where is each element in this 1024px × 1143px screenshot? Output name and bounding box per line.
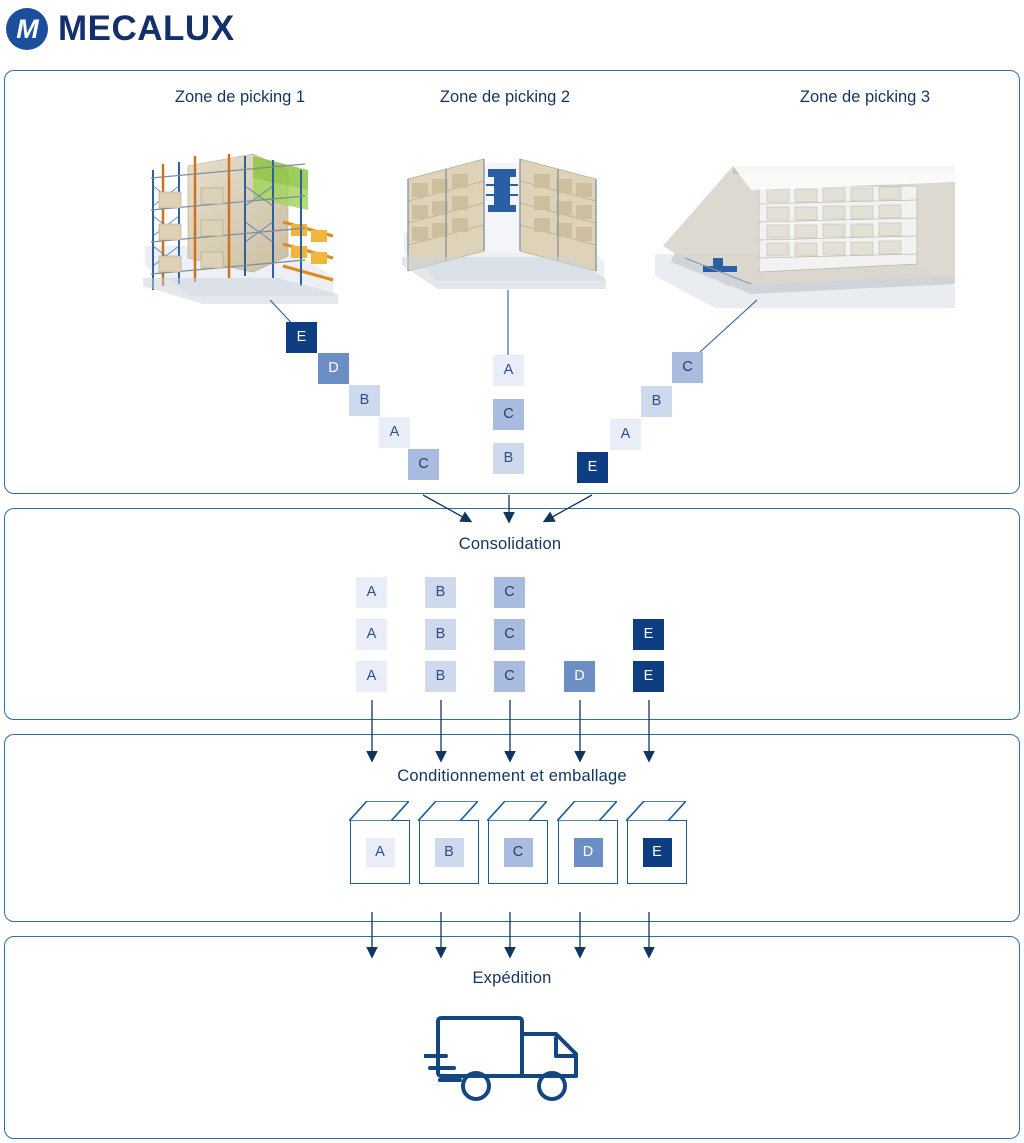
picking-tile-z1-1: D: [318, 353, 349, 384]
picking-tile-z3-0: C: [672, 352, 703, 383]
pallet-racking-illustration: [133, 126, 343, 308]
picking-tile-z3-2: A: [610, 419, 641, 450]
mecalux-logo-icon: [6, 8, 48, 50]
package-box-c: [488, 820, 548, 884]
picking-tile-z2-0: A: [493, 355, 524, 386]
picking-tile-z1-4: C: [408, 449, 439, 480]
package-box-b: [419, 820, 479, 884]
package-label-d: D: [574, 838, 603, 867]
picking-tile-z3-1: B: [641, 386, 672, 417]
logo-letter: M: [16, 13, 38, 44]
consolidation-tile-a-0: A: [356, 577, 387, 608]
automated-warehouse-illustration: [655, 126, 965, 316]
picking-tile-z1-2: B: [349, 385, 380, 416]
packaging-title: Conditionnement et emballage: [397, 767, 627, 785]
zone-title-3: Zone de picking 3: [799, 88, 931, 106]
picking-tile-z3-3: E: [577, 452, 608, 483]
brand-logo: [6, 8, 235, 50]
picking-tile-z2-1: C: [493, 399, 524, 430]
shipping-title: Expédition: [472, 969, 552, 987]
zone-title-2: Zone de picking 2: [439, 88, 571, 106]
consolidation-tile-a-1: A: [356, 619, 387, 650]
consolidation-tile-e-1: E: [633, 661, 664, 692]
picking-tile-z1-0: E: [286, 322, 317, 353]
package-label-b: B: [435, 838, 464, 867]
live-picking-racking-illustration: [398, 133, 610, 293]
consolidation-tile-c-1: C: [494, 619, 525, 650]
consolidation-tile-b-2: B: [425, 661, 456, 692]
consolidation-tile-c-0: C: [494, 577, 525, 608]
package-box-a: [350, 820, 410, 884]
package-label-a: A: [366, 838, 395, 867]
consolidation-tile-e-0: E: [633, 619, 664, 650]
picking-tile-z2-2: B: [493, 443, 524, 474]
consolidation-tile-b-1: B: [425, 619, 456, 650]
consolidation-tile-d-0: D: [564, 661, 595, 692]
package-label-c: C: [504, 838, 533, 867]
zone-title-1: Zone de picking 1: [174, 88, 306, 106]
consolidation-title: Consolidation: [458, 535, 562, 553]
package-box-d: [558, 820, 618, 884]
picking-tile-z1-3: A: [379, 417, 410, 448]
brand-name: MECALUX: [58, 9, 235, 48]
consolidation-tile-c-2: C: [494, 661, 525, 692]
package-box-e: [627, 820, 687, 884]
delivery-truck-icon: [424, 1000, 604, 1112]
package-label-e: E: [643, 838, 672, 867]
consolidation-tile-a-2: A: [356, 661, 387, 692]
packaging-box-row: [322, 800, 702, 900]
consolidation-tile-b-0: B: [425, 577, 456, 608]
